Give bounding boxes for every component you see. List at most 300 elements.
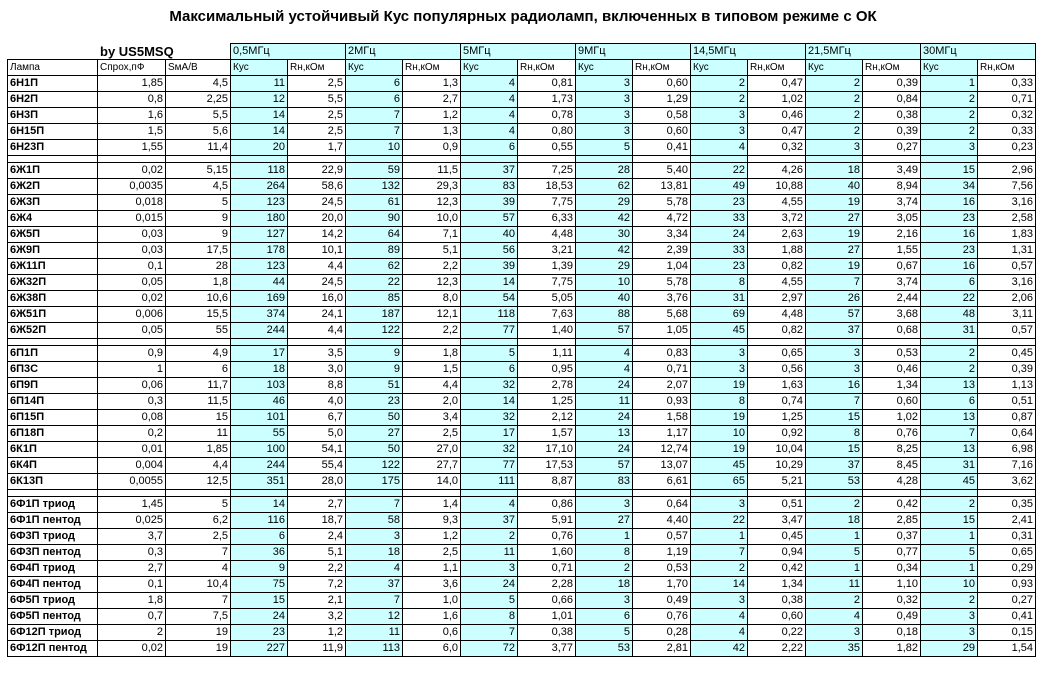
ku-cell: 15	[806, 410, 863, 426]
ku-cell: 4	[461, 124, 518, 140]
separator-cell	[748, 339, 806, 346]
lamp-name-cell: 6Ф5П триод	[8, 593, 98, 609]
ku-cell: 24	[576, 442, 633, 458]
col-header-rn: Rн,кОм	[403, 60, 461, 76]
ku-cell: 4	[691, 609, 748, 625]
ku-cell: 3	[576, 124, 633, 140]
ku-cell: 14	[461, 394, 518, 410]
rn-cell: 2,1	[288, 593, 346, 609]
rn-cell: 2,58	[978, 211, 1036, 227]
table-row	[8, 593, 1036, 609]
separator-cell	[921, 339, 978, 346]
rn-cell: 10,04	[748, 442, 806, 458]
separator-cell	[921, 156, 978, 163]
separator-cell	[8, 339, 98, 346]
rn-cell: 7,75	[518, 195, 576, 211]
separator-cell	[98, 339, 166, 346]
ku-cell: 22	[921, 291, 978, 307]
separator-cell	[633, 490, 691, 497]
ku-cell: 6	[231, 529, 288, 545]
rn-cell: 0,18	[863, 625, 921, 641]
cprox-cell: 0,3	[98, 394, 166, 410]
table-row	[8, 609, 1036, 625]
ku-cell: 169	[231, 291, 288, 307]
rn-cell: 1,4	[403, 497, 461, 513]
ku-cell: 3	[346, 529, 403, 545]
ku-cell: 6	[921, 275, 978, 291]
s-cell: 15	[166, 410, 231, 426]
rn-cell: 4,4	[288, 323, 346, 339]
s-cell: 2,25	[166, 92, 231, 108]
table-row	[8, 227, 1036, 243]
rn-cell: 0,67	[863, 259, 921, 275]
table-row	[8, 124, 1036, 140]
ku-cell: 18	[346, 545, 403, 561]
ku-cell: 11	[461, 545, 518, 561]
ku-cell: 11	[346, 625, 403, 641]
table-row	[8, 275, 1036, 291]
ku-cell: 29	[576, 195, 633, 211]
s-cell: 4,5	[166, 179, 231, 195]
cprox-cell: 0,004	[98, 458, 166, 474]
ku-cell: 1	[691, 529, 748, 545]
rn-cell: 3,62	[978, 474, 1036, 490]
rn-cell: 1,6	[403, 609, 461, 625]
rn-cell: 0,49	[863, 609, 921, 625]
rn-cell: 3,34	[633, 227, 691, 243]
lamp-name-cell: 6Ж3П	[8, 195, 98, 211]
rn-cell: 18,53	[518, 179, 576, 195]
table-row	[8, 140, 1036, 156]
separator-cell	[748, 490, 806, 497]
rn-cell: 1,3	[403, 76, 461, 92]
rn-cell: 0,60	[863, 394, 921, 410]
ku-cell: 374	[231, 307, 288, 323]
separator-cell	[633, 339, 691, 346]
separator-cell	[166, 156, 231, 163]
rn-cell: 1,29	[633, 92, 691, 108]
rn-cell: 1,34	[863, 378, 921, 394]
table-row	[8, 497, 1036, 513]
rn-cell: 1,63	[748, 378, 806, 394]
rn-cell: 0,84	[863, 92, 921, 108]
rn-cell: 4,48	[748, 307, 806, 323]
rn-cell: 8,87	[518, 474, 576, 490]
rn-cell: 0,80	[518, 124, 576, 140]
rn-cell: 8,25	[863, 442, 921, 458]
ku-cell: 39	[461, 259, 518, 275]
ku-cell: 19	[806, 259, 863, 275]
rn-cell: 3,76	[633, 291, 691, 307]
s-cell: 7,5	[166, 609, 231, 625]
rn-cell: 0,38	[518, 625, 576, 641]
rn-cell: 1,88	[748, 243, 806, 259]
rn-cell: 16,0	[288, 291, 346, 307]
ku-cell: 11	[576, 394, 633, 410]
rn-cell: 18,7	[288, 513, 346, 529]
rn-cell: 5,5	[288, 92, 346, 108]
rn-cell: 3,49	[863, 163, 921, 179]
ku-cell: 56	[461, 243, 518, 259]
col-header-rn: Rн,кОм	[288, 60, 346, 76]
ku-cell: 175	[346, 474, 403, 490]
cprox-cell: 0,06	[98, 378, 166, 394]
ku-cell: 1	[921, 561, 978, 577]
cprox-cell: 0,3	[98, 545, 166, 561]
table-row	[8, 179, 1036, 195]
rn-cell: 10,88	[748, 179, 806, 195]
separator-cell	[978, 490, 1036, 497]
table-row	[8, 561, 1036, 577]
rn-cell: 12,1	[403, 307, 461, 323]
lamp-name-cell: 6П3С	[8, 362, 98, 378]
rn-cell: 0,76	[863, 426, 921, 442]
cprox-cell: 1,55	[98, 140, 166, 156]
rn-cell: 3,16	[978, 195, 1036, 211]
rn-cell: 3,72	[748, 211, 806, 227]
ku-cell: 32	[461, 378, 518, 394]
ku-cell: 2	[921, 108, 978, 124]
rn-cell: 11,5	[403, 163, 461, 179]
col-header-ku: Кус	[576, 60, 633, 76]
separator-cell	[633, 156, 691, 163]
col-header-lamp: Лампа	[8, 60, 98, 76]
separator-cell	[231, 339, 288, 346]
table-row	[8, 362, 1036, 378]
ku-cell: 62	[346, 259, 403, 275]
rn-cell: 0,71	[633, 362, 691, 378]
ku-cell: 37	[806, 458, 863, 474]
s-cell: 5	[166, 497, 231, 513]
lamp-name-cell: 6К1П	[8, 442, 98, 458]
cprox-cell: 1	[98, 362, 166, 378]
separator-cell	[231, 156, 288, 163]
rn-cell: 5,0	[288, 426, 346, 442]
rn-cell: 0,60	[748, 609, 806, 625]
table-row	[8, 529, 1036, 545]
ku-cell: 57	[576, 458, 633, 474]
rn-cell: 0,82	[748, 259, 806, 275]
s-cell: 5,5	[166, 108, 231, 124]
col-header-rn: Rн,кОм	[633, 60, 691, 76]
ku-cell: 57	[576, 323, 633, 339]
table-row	[8, 474, 1036, 490]
rn-cell: 12,3	[403, 195, 461, 211]
cprox-cell: 0,0035	[98, 179, 166, 195]
rn-cell: 2,7	[403, 92, 461, 108]
rn-cell: 0,65	[748, 346, 806, 362]
rn-cell: 8,94	[863, 179, 921, 195]
separator-cell	[288, 339, 346, 346]
ku-cell: 6	[346, 92, 403, 108]
separator-cell	[461, 490, 518, 497]
separator-cell	[978, 339, 1036, 346]
ku-cell: 2	[806, 76, 863, 92]
ku-cell: 6	[921, 394, 978, 410]
rn-cell: 0,31	[978, 529, 1036, 545]
rn-cell: 0,53	[633, 561, 691, 577]
ku-cell: 3	[576, 76, 633, 92]
rn-cell: 0,66	[518, 593, 576, 609]
s-cell: 4,9	[166, 346, 231, 362]
rn-cell: 2,96	[978, 163, 1036, 179]
rn-cell: 1,05	[633, 323, 691, 339]
ku-cell: 40	[806, 179, 863, 195]
ku-cell: 6	[346, 76, 403, 92]
lamp-name-cell: 6Ж5П	[8, 227, 98, 243]
ku-cell: 19	[691, 378, 748, 394]
separator-cell	[346, 156, 403, 163]
separator-cell	[576, 490, 633, 497]
ku-cell: 3	[921, 140, 978, 156]
ku-cell: 3	[921, 625, 978, 641]
col-header-cprox: Спрох,пФ	[98, 60, 166, 76]
ku-cell: 40	[461, 227, 518, 243]
rn-cell: 10,1	[288, 243, 346, 259]
lamp-name-cell: 6Ф3П триод	[8, 529, 98, 545]
ku-cell: 187	[346, 307, 403, 323]
col-header-rn: Rн,кОм	[978, 60, 1036, 76]
col-header-ku: Кус	[346, 60, 403, 76]
rn-cell: 0,60	[633, 76, 691, 92]
ku-cell: 37	[461, 163, 518, 179]
rn-cell: 6,98	[978, 442, 1036, 458]
lamp-name-cell: 6Н2П	[8, 92, 98, 108]
rn-cell: 14,2	[288, 227, 346, 243]
ku-cell: 4	[691, 625, 748, 641]
rn-cell: 7,16	[978, 458, 1036, 474]
ku-cell: 19	[691, 442, 748, 458]
ku-cell: 178	[231, 243, 288, 259]
ku-cell: 118	[231, 163, 288, 179]
cprox-cell: 1,6	[98, 108, 166, 124]
cprox-cell: 0,1	[98, 577, 166, 593]
lamp-name-cell: 6П14П	[8, 394, 98, 410]
ku-cell: 16	[921, 259, 978, 275]
ku-cell: 45	[691, 323, 748, 339]
table-body	[8, 44, 1036, 657]
ku-cell: 123	[231, 259, 288, 275]
table-row	[8, 458, 1036, 474]
separator-cell	[806, 156, 863, 163]
rn-cell: 0,32	[978, 108, 1036, 124]
ku-cell: 50	[346, 410, 403, 426]
rn-cell: 3,74	[863, 275, 921, 291]
ku-cell: 22	[691, 513, 748, 529]
ku-cell: 1	[921, 76, 978, 92]
rn-cell: 0,94	[748, 545, 806, 561]
lamp-name-cell: 6Ф1П пентод	[8, 513, 98, 529]
ku-cell: 18	[806, 163, 863, 179]
rn-cell: 0,56	[748, 362, 806, 378]
ku-cell: 54	[461, 291, 518, 307]
ku-cell: 53	[576, 641, 633, 657]
lamp-name-cell: 6К13П	[8, 474, 98, 490]
cprox-cell: 0,02	[98, 163, 166, 179]
rn-cell: 0,38	[863, 108, 921, 124]
rn-cell: 8,8	[288, 378, 346, 394]
table-row	[8, 394, 1036, 410]
ku-cell: 72	[461, 641, 518, 657]
ku-cell: 31	[921, 458, 978, 474]
rn-cell: 1,73	[518, 92, 576, 108]
rn-cell: 12,74	[633, 442, 691, 458]
ku-cell: 2	[921, 593, 978, 609]
table-row	[8, 323, 1036, 339]
rn-cell: 9,3	[403, 513, 461, 529]
ku-cell: 2	[921, 362, 978, 378]
lamp-name-cell: 6Ф12П триод	[8, 625, 98, 641]
rn-cell: 5,78	[633, 195, 691, 211]
table-row	[8, 76, 1036, 92]
rn-cell: 2,81	[633, 641, 691, 657]
ku-cell: 32	[461, 410, 518, 426]
separator-cell	[863, 339, 921, 346]
rn-cell: 1,2	[403, 108, 461, 124]
rn-cell: 2,22	[748, 641, 806, 657]
ku-cell: 30	[576, 227, 633, 243]
rn-cell: 2,7	[288, 497, 346, 513]
ku-cell: 1	[806, 561, 863, 577]
rn-cell: 1,31	[978, 243, 1036, 259]
rn-cell: 0,46	[748, 108, 806, 124]
rn-cell: 2,2	[403, 323, 461, 339]
cprox-cell: 0,8	[98, 92, 166, 108]
ku-cell: 7	[806, 394, 863, 410]
ku-cell: 244	[231, 458, 288, 474]
rn-cell: 0,68	[863, 323, 921, 339]
rn-cell: 6,0	[403, 641, 461, 657]
table-row	[8, 92, 1036, 108]
ku-cell: 113	[346, 641, 403, 657]
separator-cell	[288, 490, 346, 497]
cprox-cell: 0,02	[98, 641, 166, 657]
lamp-name-cell: 6Ж11П	[8, 259, 98, 275]
rn-cell: 7,2	[288, 577, 346, 593]
rn-cell: 24,5	[288, 275, 346, 291]
ku-cell: 4	[461, 76, 518, 92]
rn-cell: 0,74	[748, 394, 806, 410]
ku-cell: 39	[461, 195, 518, 211]
ku-cell: 227	[231, 641, 288, 657]
lamp-name-cell: 6Ж32П	[8, 275, 98, 291]
ku-cell: 5	[461, 593, 518, 609]
ku-cell: 20	[231, 140, 288, 156]
cprox-cell: 2	[98, 625, 166, 641]
rn-cell: 0,95	[518, 362, 576, 378]
frequency-header: 14,5МГц	[691, 44, 806, 60]
rn-cell: 20,0	[288, 211, 346, 227]
rn-cell: 0,49	[633, 593, 691, 609]
separator-cell	[346, 339, 403, 346]
lamp-name-cell: 6Ж2П	[8, 179, 98, 195]
cprox-cell: 0,1	[98, 259, 166, 275]
table-row	[8, 163, 1036, 179]
ku-cell: 13	[576, 426, 633, 442]
page-title: Максимальный устойчивый Кус популярных радиоламп, включенных в типовом режиме с ОК	[169, 8, 877, 25]
ku-cell: 10	[921, 577, 978, 593]
frequency-header: 30МГц	[921, 44, 1036, 60]
frequency-header-row	[8, 44, 1036, 60]
col-header-s: SмА/В	[166, 60, 231, 76]
cprox-cell: 3,7	[98, 529, 166, 545]
ku-cell: 18	[806, 513, 863, 529]
ku-cell: 3	[461, 561, 518, 577]
table-row	[8, 259, 1036, 275]
rn-cell: 1,0	[403, 593, 461, 609]
ku-cell: 5	[461, 346, 518, 362]
lamp-name-cell: 6П1П	[8, 346, 98, 362]
ku-cell: 27	[346, 426, 403, 442]
separator-cell	[403, 490, 461, 497]
group-separator	[8, 156, 1036, 163]
ku-cell: 15	[921, 513, 978, 529]
separator-cell	[461, 339, 518, 346]
rn-cell: 1,25	[748, 410, 806, 426]
table-row	[8, 545, 1036, 561]
frequency-header: 21,5МГц	[806, 44, 921, 60]
rn-cell: 0,9	[403, 140, 461, 156]
rn-cell: 3,05	[863, 211, 921, 227]
author-byline: by US5MSQ	[100, 44, 174, 59]
rn-cell: 0,64	[978, 426, 1036, 442]
ku-cell: 58	[346, 513, 403, 529]
ku-cell: 18	[576, 577, 633, 593]
frequency-header: 9МГц	[576, 44, 691, 60]
s-cell: 12,5	[166, 474, 231, 490]
ku-cell: 122	[346, 458, 403, 474]
rn-cell: 0,39	[863, 124, 921, 140]
rn-cell: 4,55	[748, 275, 806, 291]
ku-cell: 19	[806, 195, 863, 211]
ku-cell: 24	[231, 609, 288, 625]
ku-cell: 10	[691, 426, 748, 442]
rn-cell: 8,45	[863, 458, 921, 474]
ku-cell: 57	[461, 211, 518, 227]
ku-cell: 3	[806, 346, 863, 362]
table-row	[8, 211, 1036, 227]
rn-cell: 3,16	[978, 275, 1036, 291]
rn-cell: 0,82	[748, 323, 806, 339]
rn-cell: 0,32	[748, 140, 806, 156]
rn-cell: 4,4	[403, 378, 461, 394]
ku-cell: 89	[346, 243, 403, 259]
separator-cell	[166, 490, 231, 497]
rn-cell: 0,6	[403, 625, 461, 641]
cprox-cell: 0,018	[98, 195, 166, 211]
ku-cell: 7	[461, 625, 518, 641]
rn-cell: 1,60	[518, 545, 576, 561]
rn-cell: 0,77	[863, 545, 921, 561]
table-row	[8, 641, 1036, 657]
s-cell: 55	[166, 323, 231, 339]
ku-cell: 23	[691, 259, 748, 275]
separator-cell	[691, 339, 748, 346]
ku-cell: 9	[346, 346, 403, 362]
ku-cell: 7	[921, 426, 978, 442]
rn-cell: 6,33	[518, 211, 576, 227]
separator-cell	[403, 156, 461, 163]
ku-cell: 44	[231, 275, 288, 291]
ku-cell: 118	[461, 307, 518, 323]
col-header-ku: Кус	[461, 60, 518, 76]
ku-cell: 83	[461, 179, 518, 195]
ku-cell: 14	[231, 124, 288, 140]
rn-cell: 3,47	[748, 513, 806, 529]
lamp-name-cell: 6Ф4П пентод	[8, 577, 98, 593]
cprox-cell: 1,85	[98, 76, 166, 92]
rn-cell: 1,70	[633, 577, 691, 593]
